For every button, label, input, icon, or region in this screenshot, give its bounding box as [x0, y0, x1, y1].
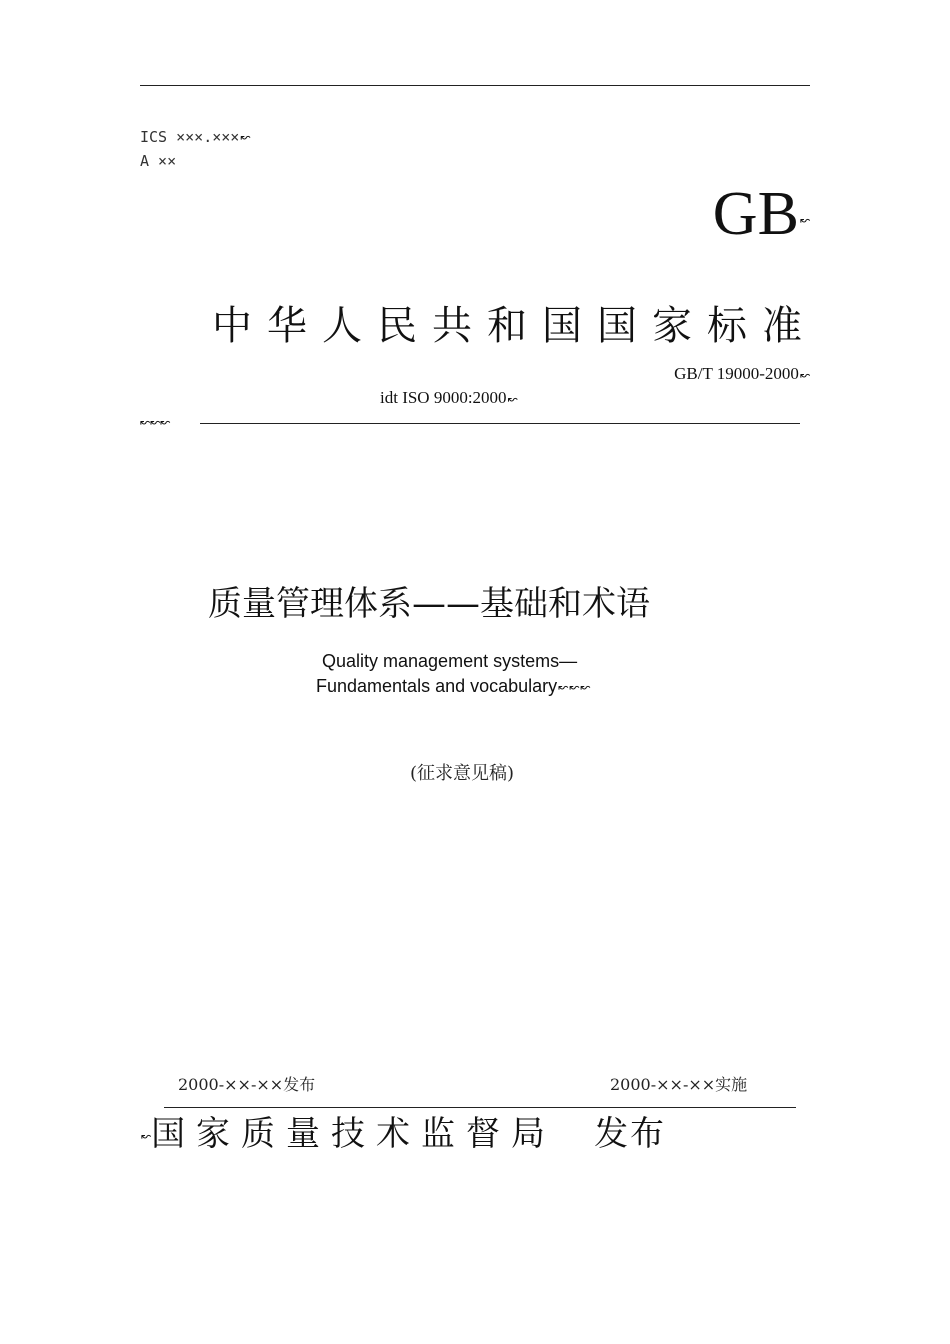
gb-mark: GB↜ [712, 180, 810, 248]
format-mark-icon: ↜ [799, 368, 810, 383]
issuer-name: 国家质量技术监督局 [151, 1114, 557, 1154]
format-mark-icon: ↜ [240, 130, 251, 144]
format-mark-icon: ↜ [799, 212, 810, 227]
draft-note: (征求意见稿) [410, 763, 515, 784]
national-standard-title: 中华人民共和国国家标准 [212, 303, 817, 349]
idt-reference: idt ISO 9000:2000↜ [380, 388, 518, 407]
document-title-english-line1: Quality management systems— [322, 651, 578, 671]
ics-code: ICS ×××.×××↜ [140, 128, 251, 146]
top-rule [140, 85, 810, 86]
format-mark-icon: ↜ [160, 415, 171, 429]
implementation-date: 2000-××-××实施 [610, 1075, 748, 1094]
issue-date: 2000-××-××发布 [178, 1075, 316, 1094]
release-label: 发布 [594, 1114, 667, 1154]
ccs-code: A ×× [140, 152, 177, 170]
bottom-rule [164, 1107, 796, 1108]
format-mark-icon: ↜ [140, 415, 151, 429]
standard-number: GB/T 19000-2000↜ [674, 364, 810, 383]
document-title-english-line2: Fundamentals and vocabulary↜↜↜ [316, 676, 591, 696]
format-mark-icon: ↜ [141, 1128, 152, 1143]
format-mark-icon: ↜ [150, 415, 161, 429]
format-marks [140, 414, 170, 430]
format-mark-icon: ↜ [569, 680, 580, 695]
standard-rule [200, 423, 800, 424]
document-title-chinese: 质量管理体系——基础和术语 [208, 584, 650, 624]
format-mark-icon: ↜ [580, 680, 591, 695]
issuer-line [140, 1112, 666, 1158]
format-mark-icon: ↜ [558, 680, 569, 695]
format-mark-icon: ↜ [507, 392, 518, 407]
